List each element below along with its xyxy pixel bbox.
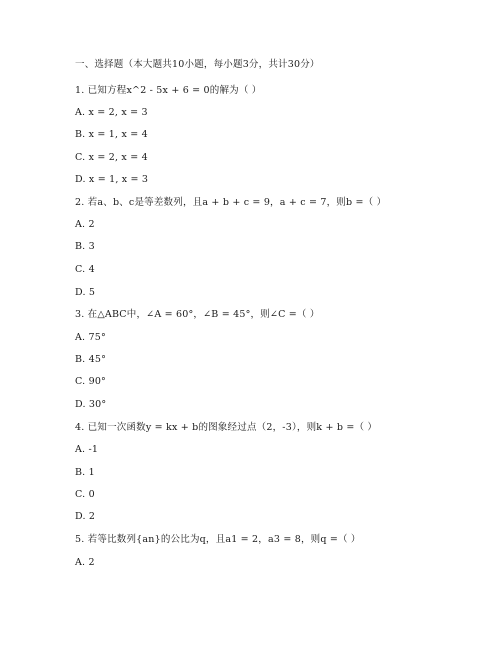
question-2-option-b: B. 3: [75, 241, 95, 252]
question-3-option-b: B. 45°: [75, 354, 107, 365]
question-5-option-a: A. 2: [75, 557, 95, 568]
question-2-option-a: A. 2: [75, 219, 95, 230]
question-1-stem: 1. 已知方程x^2 - 5x + 6 = 0的解为（ ）: [75, 85, 262, 96]
question-4-option-b: B. 1: [75, 467, 95, 478]
question-2-option-c: C. 4: [75, 264, 95, 275]
question-1-option-d: D. x = 1, x = 3: [75, 174, 149, 185]
question-2-stem: 2. 若a、b、c是等差数列，且a + b + c = 9，a + c = 7，则b =（ ）: [75, 197, 387, 208]
question-3-option-a: A. 75°: [75, 332, 106, 343]
question-1-option-c: C. x = 2, x = 4: [75, 152, 148, 163]
question-2-option-d: D. 5: [75, 287, 96, 298]
question-4-option-a: A. -1: [75, 444, 99, 455]
question-3-option-d: D. 30°: [75, 399, 107, 410]
question-4-stem: 4. 已知一次函数y = kx + b的图象经过点（2，-3），则k + b =（ ）: [75, 422, 378, 433]
question-4-option-c: C. 0: [75, 489, 95, 500]
question-1-option-b: B. x = 1, x = 4: [75, 129, 148, 140]
question-3-option-c: C. 90°: [75, 376, 107, 387]
question-3-stem: 3. 在△ABC中，∠A = 60°，∠B = 45°，则∠C =（ ）: [75, 309, 320, 320]
question-5-stem: 5. 若等比数列{an}的公比为q，且a1 = 2，a3 = 8，则q =（ ）: [75, 534, 361, 545]
section-header: 一、选择题（本大题共10小题，每小题3分，共计30分）: [75, 59, 320, 70]
question-4-option-d: D. 2: [75, 511, 96, 522]
question-1-option-a: A. x = 2, x = 3: [75, 107, 148, 118]
